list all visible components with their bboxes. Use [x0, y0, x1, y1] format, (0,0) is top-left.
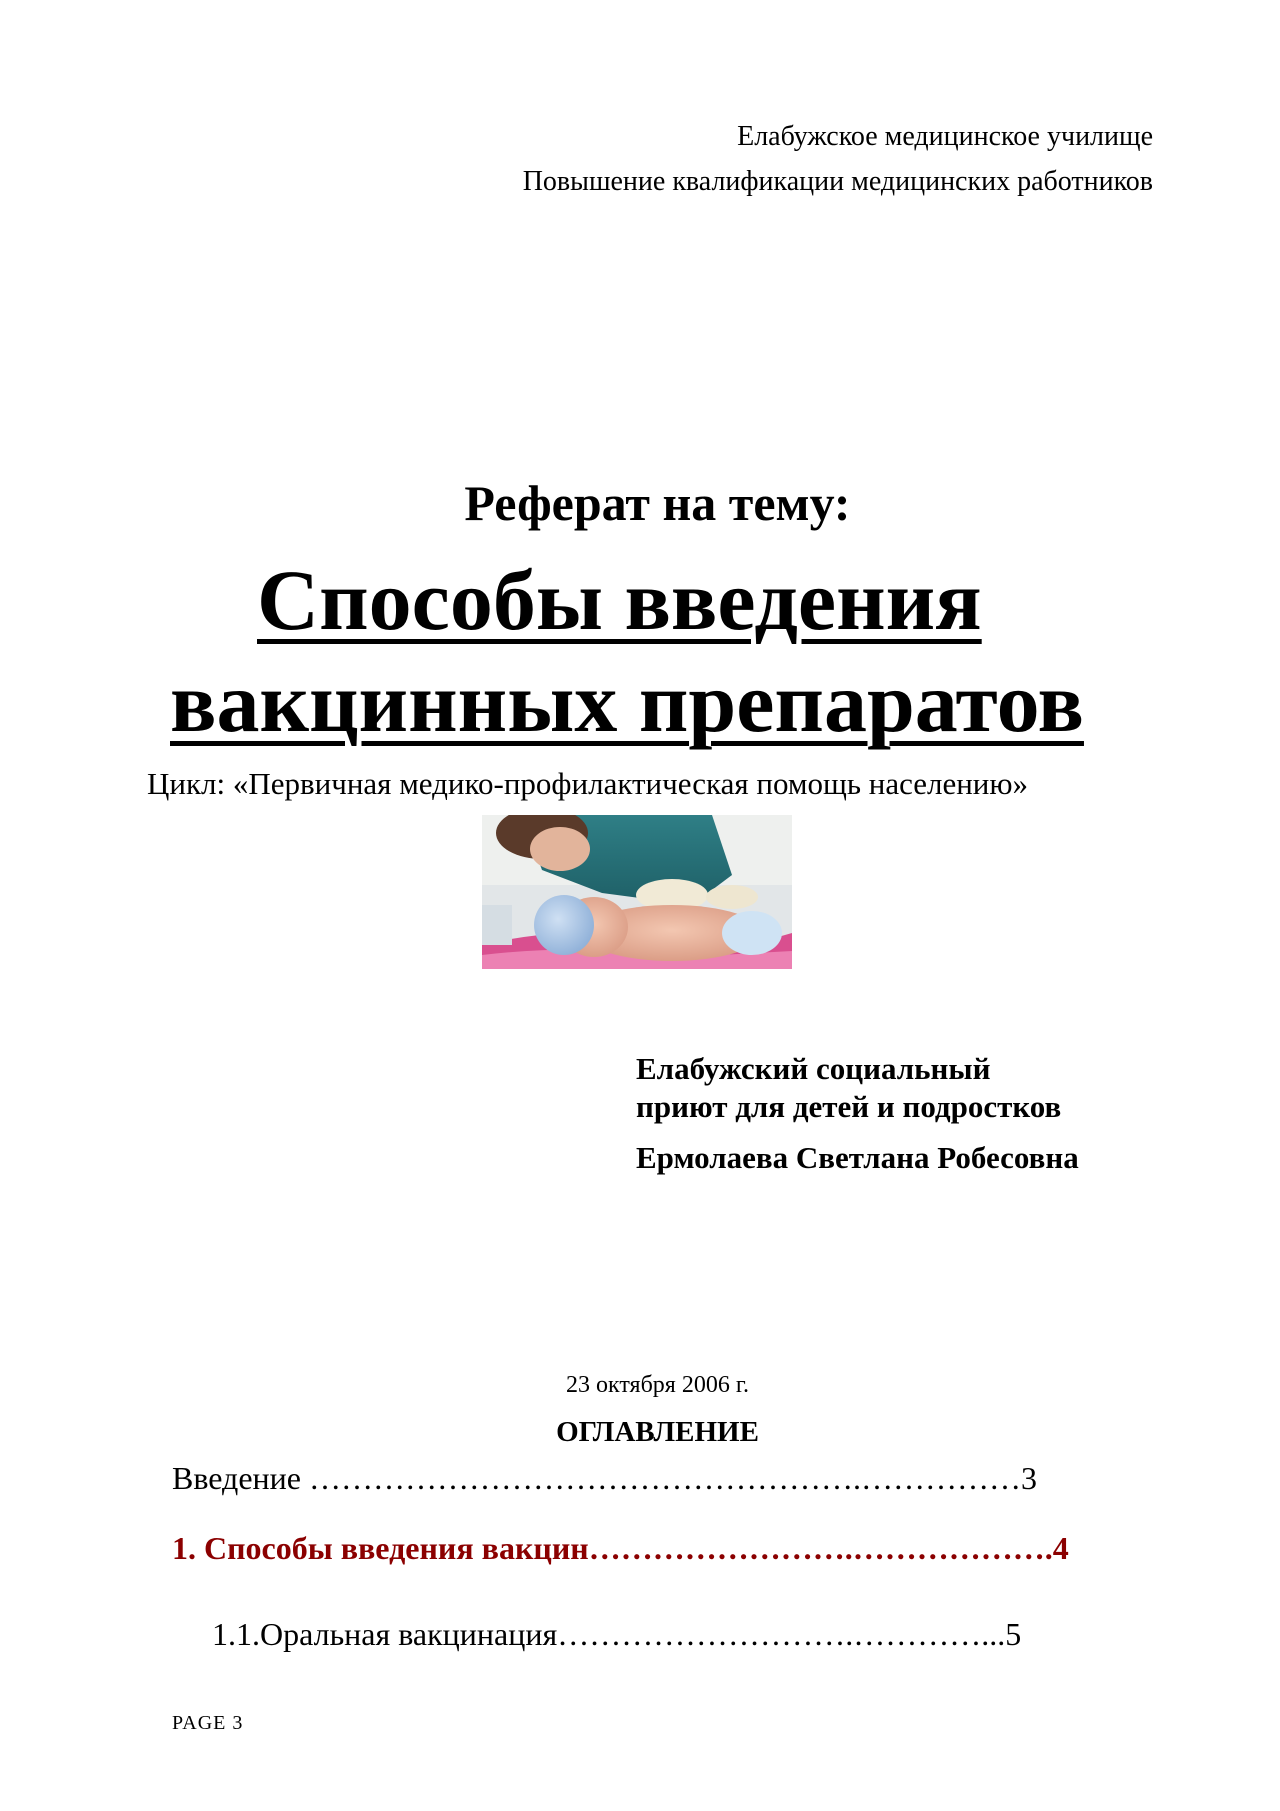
- vaccination-photo: [482, 815, 792, 969]
- page-number: PAGE 3: [172, 1712, 244, 1734]
- toc-entry[interactable]: 1. Способы введения вакцин…………………….……………….4: [172, 1530, 1069, 1566]
- author-name: Ермолаева Светлана Робесовна: [636, 1140, 1079, 1175]
- organization-line-2: приют для детей и подростков: [636, 1089, 1062, 1124]
- organization-line-1: Елабужский социальный: [636, 1051, 991, 1086]
- toc-heading: ОГЛАВЛЕНИЕ: [556, 1416, 759, 1448]
- document-title-line-1: Способы введения: [257, 552, 982, 648]
- institution-name: Елабужское медицинское училище: [737, 121, 1153, 152]
- department-name: Повышение квалификации медицинских работников: [522, 166, 1153, 197]
- toc-entry[interactable]: 1.1.Оральная вакцинация……………………….…………...5: [212, 1616, 1022, 1652]
- title-prefix: Реферат на тему:: [464, 475, 851, 531]
- document-title-line-2: вакцинных препаратов: [170, 654, 1084, 750]
- toc-entry[interactable]: Введение …………………………………………….……………3: [172, 1460, 1037, 1496]
- course-cycle: Цикл: «Первичная медико-профилактическая помощь населению»: [147, 766, 1029, 801]
- document-date: 23 октября 2006 г.: [566, 1372, 749, 1398]
